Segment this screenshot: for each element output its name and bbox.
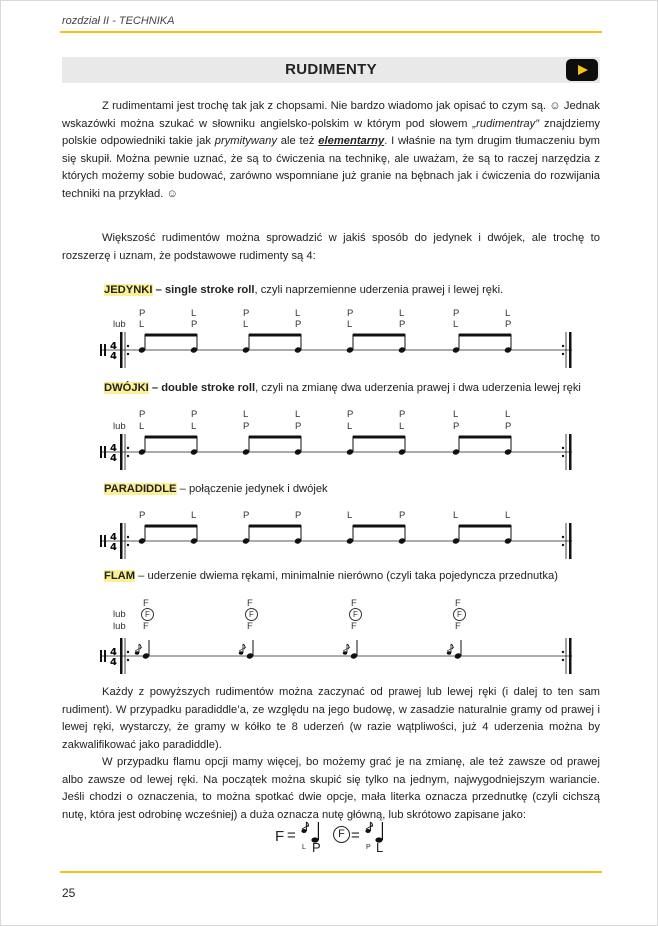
sticking-letter: P — [453, 308, 460, 319]
sticking-letter: L — [347, 319, 353, 330]
note-beam — [145, 436, 197, 439]
sticking-letter: F — [143, 621, 149, 632]
section-title-bar — [62, 57, 600, 83]
svg-text:4: 4 — [110, 443, 117, 454]
svg-text:4: 4 — [110, 351, 117, 362]
flam-note — [135, 640, 150, 660]
formula-circled-f: F — [333, 826, 350, 843]
sticking-letter: L — [139, 319, 145, 330]
flam-note — [343, 640, 358, 660]
sticking-letter: L — [191, 510, 197, 521]
note-beam — [145, 525, 197, 528]
sticking-letter: L — [399, 308, 405, 319]
sticking-letter: L — [295, 409, 301, 420]
sticking-letter: L — [295, 308, 301, 319]
formula-grace-letter: P — [366, 844, 371, 851]
svg-text:4: 4 — [110, 657, 117, 668]
sticking-letter: L — [243, 319, 249, 330]
sticking-letter: P — [295, 421, 302, 432]
note-beam — [459, 334, 511, 337]
sticking-letter: L — [505, 308, 511, 319]
note-beam — [353, 525, 405, 528]
sticking-letter: P — [243, 510, 250, 521]
sticking-letter: F — [455, 621, 461, 632]
lub-label: lub — [113, 621, 126, 632]
body-paragraph-3: Każdy z powyższych rudimentów można zaczynać od prawej lub lewej ręki (i dalej to ten sam rudiment). W przypadku paradiddle’a, ze względu na jego budowę, w zasadzie naturalnie gramy od prawej i lewej ręki, wystarczy, że gramy w kółko te 8 uderzeń (w razie wątpliwości, już 4 uderzenia można by zakwalifikować jako paradiddle). — [62, 686, 600, 751]
sticking-letter: L — [399, 421, 405, 432]
rudiment-title-paradiddle: PARADIDDLE – połączenie jedynek i dwójek — [104, 483, 328, 495]
note-beam — [249, 525, 301, 528]
flam-note — [447, 640, 462, 660]
note-beam — [145, 334, 197, 337]
sticking-letter: F — [247, 621, 253, 632]
formula-eq: = — [351, 827, 360, 844]
sticking-letter: F — [247, 598, 253, 609]
formula-main-letter: L — [376, 840, 384, 855]
sticking-letter: L — [243, 409, 249, 420]
sticking-letter: P — [139, 510, 146, 521]
intro-paragraph-1: Z rudimentami jest trochę tak jak z chopsami. Nie bardzo wiadomo jak opisać to czym są. ☺ Jednak wskazówki można szukać w słowniku angielsko-polskim w którym pod słowem „rudimentray” znajdziemy polskie odpowiedniki takie jak prymitywany ale też elementarny. I właśnie na tym drugim tłumaczeniu bym się skupił. Można pewnie uznać, że są to ćwiczenia na technikę, ale uważam, że są to raczej narzędzia z których możemy sobie budować, zarówno wspomniane już granie na bębnach jak i ćwiczenia do rozwijania techniki na przykład. ☺ — [62, 100, 600, 200]
sticking-letter: F — [349, 608, 362, 621]
sticking-letter: L — [453, 510, 459, 521]
footer-rule — [60, 871, 602, 873]
note-beam — [353, 334, 405, 337]
sticking-letter: L — [191, 421, 197, 432]
flam-note — [239, 640, 254, 660]
flam-notation-formula — [275, 818, 415, 858]
sticking-letter: F — [453, 608, 466, 621]
sticking-letter: L — [505, 409, 511, 420]
formula-eq: = — [287, 827, 296, 844]
note-beam — [459, 436, 511, 439]
sticking-letter: P — [295, 319, 302, 330]
sticking-letter: P — [139, 308, 146, 319]
sticking-letter: P — [453, 421, 460, 432]
note-beam — [353, 436, 405, 439]
staff-jedynki — [96, 330, 576, 370]
sticking-letter: P — [347, 308, 354, 319]
formula-grace-letter: L — [302, 844, 306, 851]
note-beam — [249, 334, 301, 337]
sticking-letter: L — [453, 409, 459, 420]
sticking-letter: P — [399, 510, 406, 521]
sticking-letter: P — [243, 308, 250, 319]
sticking-letter: L — [453, 319, 459, 330]
lub-label: lub — [113, 319, 126, 330]
sticking-letter: P — [191, 409, 198, 420]
svg-text:4: 4 — [110, 341, 117, 352]
sticking-letter: L — [347, 421, 353, 432]
formula-main-letter: P — [312, 840, 321, 855]
rudiment-title-dwojki: DWÓJKI – double stroke roll, czyli na zmianę dwa uderzenia prawej i dwa uderzenia lewej ręki — [104, 382, 581, 394]
sticking-letter: F — [351, 621, 357, 632]
sticking-letter: P — [191, 319, 198, 330]
sticking-letter: L — [139, 421, 145, 432]
staff-dwojki — [96, 432, 576, 472]
sticking-letter: P — [243, 421, 250, 432]
sticking-letter: F — [351, 598, 357, 609]
sticking-letter: F — [455, 598, 461, 609]
sticking-letter: L — [505, 510, 511, 521]
time-signature — [110, 532, 117, 553]
note-beam — [459, 525, 511, 528]
play-button[interactable] — [566, 59, 598, 81]
page-number: 25 — [62, 886, 76, 900]
sticking-letter: P — [505, 421, 512, 432]
formula-f: F — [275, 828, 285, 845]
sticking-letter: P — [295, 510, 302, 521]
section-title: RUDIMENTY — [285, 61, 377, 78]
rudiment-title-flam: FLAM – uderzenie dwiema rękami, minimalnie nierówno (czyli taka pojedyncza przednutka) — [104, 570, 558, 582]
play-icon — [578, 65, 588, 75]
note-beam — [249, 436, 301, 439]
time-signature — [110, 341, 117, 362]
rudiment-title-jedynki: JEDYNKI – single stroke roll, czyli naprzemienne uderzenia prawej i lewej ręki. — [104, 284, 504, 296]
sticking-letter: F — [141, 608, 154, 621]
sticking-letter: P — [139, 409, 146, 420]
svg-text:4: 4 — [110, 532, 117, 543]
lub-label: lub — [113, 609, 126, 620]
svg-text:4: 4 — [110, 647, 117, 658]
sticking-letter: F — [143, 598, 149, 609]
sticking-letter: P — [347, 409, 354, 420]
body-paragraph-4: W przypadku flamu opcji mamy więcej, bo możemy grać je na zmianę, ale też zawsze od prawej albo zawsze od lewej ręki. Na początek można skupić się tylko na jednym, najwygodniejszym wariancie. Jeśli chodzi o oznaczenia, to można spotkać dwie opcje, mała literka oznacza przednutkę (czyli cichszą nutę, która jest odrobinę wcześniej) a duża oznacza nutę główną, lub skrótowo zapisane jako: — [62, 756, 600, 821]
svg-text:4: 4 — [110, 453, 117, 464]
sticking-letter: L — [347, 510, 353, 521]
staff-paradiddle — [96, 521, 576, 561]
chapter-header: rozdział II - TECHNIKA — [62, 15, 175, 27]
sticking-letter: P — [505, 319, 512, 330]
sticking-letter: F — [245, 608, 258, 621]
sticking-letter: P — [399, 409, 406, 420]
lub-label: lub — [113, 421, 126, 432]
staff-flam — [96, 636, 576, 676]
time-signature — [110, 647, 117, 668]
header-rule — [60, 31, 602, 33]
intro-paragraph-2: Większość rudimentów można sprowadzić w jakiś sposób do jedynek i dwójek, ale trochę to rozszerzę i uznam, że podstawowe rudimenty są 4: — [62, 232, 600, 262]
sticking-letter: P — [399, 319, 406, 330]
svg-text:4: 4 — [110, 542, 117, 553]
time-signature — [110, 443, 117, 464]
sticking-letter: L — [191, 308, 197, 319]
